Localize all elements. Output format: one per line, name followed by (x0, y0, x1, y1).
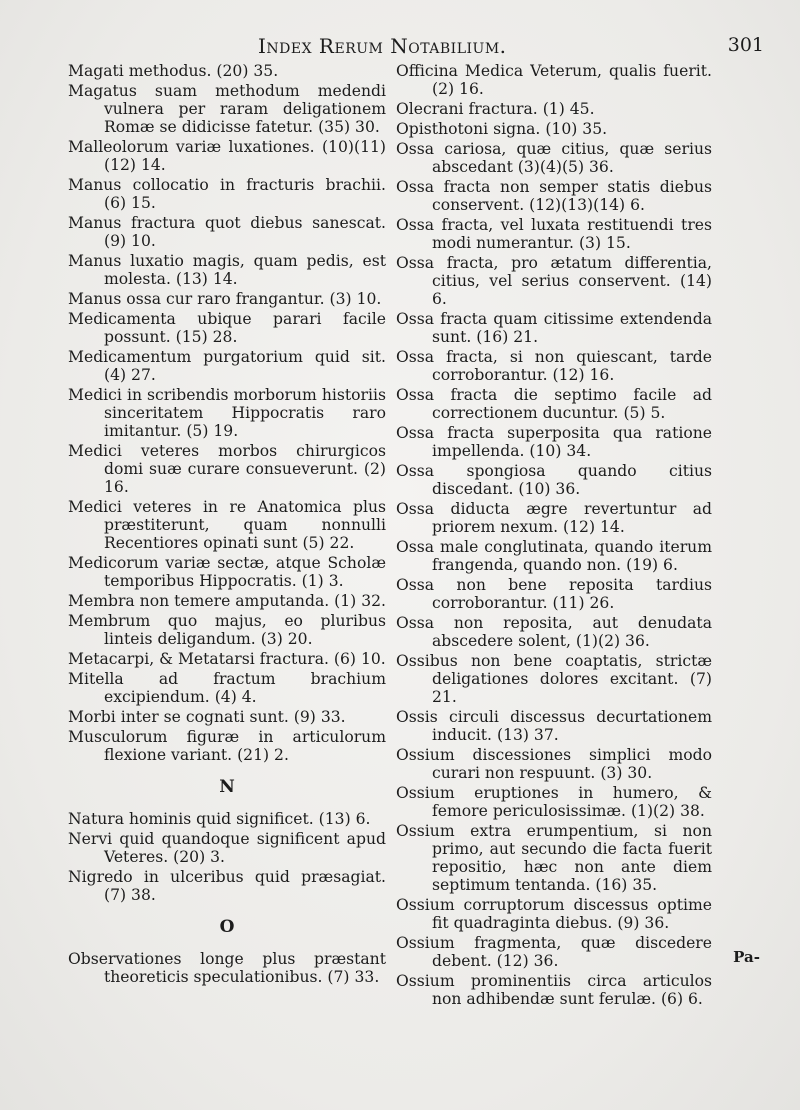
index-entry: Ossium eruptiones in humero, & femore periculosissimæ. (1)(2) 38. (396, 784, 712, 820)
index-entry: Medici in scribendis morborum historiis sinceritatem Hippocratis raro imitantur. (5) 19. (68, 386, 386, 440)
index-entry: Malleolorum variæ luxationes. (10)(11) (12) 14. (68, 138, 386, 174)
catchword: Pa- (733, 948, 760, 966)
index-entry: Metacarpi, & Metatarsi fractura. (6) 10. (68, 650, 386, 668)
index-entry: Musculorum figuræ in articulorum flexione variant. (21) 2. (68, 728, 386, 764)
index-entry: Membra non temere amputanda. (1) 32. (68, 592, 387, 610)
index-entry: Ossa non bene reposita tardius corroborantur. (11) 26. (396, 576, 712, 612)
index-entry: Manus collocatio in fracturis brachii. (6) 15. (68, 176, 386, 212)
index-entry: Ossis circuli discessus decurtationem inducit. (13) 37. (396, 708, 712, 744)
index-entry: Medicorum variæ sectæ, atque Scholæ temporibus Hippocratis. (1) 3. (68, 554, 386, 590)
index-entry: Ossa fracta, si non quiescant, tarde corroborantur. (12) 16. (396, 348, 712, 384)
index-entry: Morbi inter se cognati sunt. (9) 33. (68, 708, 346, 726)
index-entry: Ossa fracta superposita qua ratione impellenda. (10) 34. (396, 424, 712, 460)
index-entry: Opisthotoni signa. (10) 35. (396, 120, 608, 138)
page-number: 301 (727, 34, 764, 56)
index-entry: Medicamentum purgatorium quid sit. (4) 27. (68, 348, 386, 384)
running-title: Index Rerum Notabilium. (258, 34, 507, 58)
index-entry: Manus fractura quot diebus sanescat. (9) 10. (68, 214, 386, 250)
index-entry: Ossa male conglutinata, quando iterum frangenda, quando non. (19) 6. (396, 538, 712, 574)
index-entry: Ossa spongiosa quando citius discedant. (10) 36. (396, 462, 712, 498)
index-entry: Natura hominis quid significet. (13) 6. (68, 810, 371, 828)
section-letter: O (219, 917, 235, 937)
index-entry: Ossa fracta non semper statis diebus conservent. (12)(13)(14) 6. (396, 178, 712, 214)
index-entry: Ossium discessiones simplici modo curari non respuunt. (3) 30. (396, 746, 712, 782)
index-column-right (396, 62, 712, 1010)
index-entry: Medicamenta ubique parari facile possunt. (15) 28. (68, 310, 386, 346)
index-entry: Ossa fracta die septimo facile ad correctionem ducuntur. (5) 5. (396, 386, 712, 422)
index-column-left (68, 62, 386, 988)
index-entry: Ossibus non bene coaptatis, strictæ deligationes dolores excitant. (7) 21. (396, 652, 712, 706)
index-entry: Ossium extra erumpentium, si non primo, aut secundo die facta fuerit repositio, hæc non ante diem septimum tentanda. (16) 35. (396, 822, 712, 894)
index-entry: Officina Medica Veterum, qualis fuerit. (2) 16. (396, 62, 712, 98)
index-entry: Manus ossa cur raro frangantur. (3) 10. (68, 290, 382, 308)
index-entry: Nigredo in ulceribus quid præsagiat. (7) 38. (68, 868, 386, 904)
index-entry: Medici veteres in re Anatomica plus præstiterunt, quam nonnulli Recentiores opinati sunt (5) 22. (68, 498, 386, 552)
index-entry: Manus luxatio magis, quam pedis, est molesta. (13) 14. (68, 252, 386, 288)
index-entry: Ossium prominentiis circa articulos non adhibendæ sunt ferulæ. (6) 6. (396, 972, 712, 1008)
index-entry: Ossa fracta, pro ætatum differentia, citius, vel serius conservent. (14) 6. (396, 254, 712, 308)
index-entry: Nervi quid quandoque significent apud Veteres. (20) 3. (68, 830, 386, 866)
index-entry: Ossa fracta, vel luxata restituendi tres modi numerantur. (3) 15. (396, 216, 712, 252)
index-entry: Olecrani fractura. (1) 45. (396, 100, 595, 118)
index-entry: Medici veteres morbos chirurgicos domi suæ curare consueverunt. (2) 16. (68, 442, 386, 496)
index-entry: Membrum quo majus, eo pluribus linteis deligandum. (3) 20. (68, 612, 386, 648)
index-entry: Ossium fragmenta, quæ discedere debent. (12) 36. (396, 934, 712, 970)
index-entry: Ossa non reposita, aut denudata abscedere solent, (1)(2) 36. (396, 614, 712, 650)
page-header (0, 32, 800, 62)
index-entry: Observationes longe plus præstant theoreticis speculationibus. (7) 33. (68, 950, 386, 986)
index-entry: Ossa diducta ægre revertuntur ad priorem nexum. (12) 14. (396, 500, 712, 536)
section-letter: N (219, 777, 235, 797)
index-entry: Magati methodus. (20) 35. (68, 62, 279, 80)
index-entry: Ossa fracta quam citissime extendenda sunt. (16) 21. (396, 310, 712, 346)
index-entry: Ossa cariosa, quæ citius, quæ serius abscedant (3)(4)(5) 36. (396, 140, 712, 176)
index-entry: Ossium corruptorum discessus optime fit quadraginta diebus. (9) 36. (396, 896, 712, 932)
index-entry: Magatus suam methodum medendi vulnera per raram deligationem Romæ se didicisse fatetur. (35) 30. (68, 82, 386, 136)
index-entry: Mitella ad fractum brachium excipiendum. (4) 4. (68, 670, 386, 706)
